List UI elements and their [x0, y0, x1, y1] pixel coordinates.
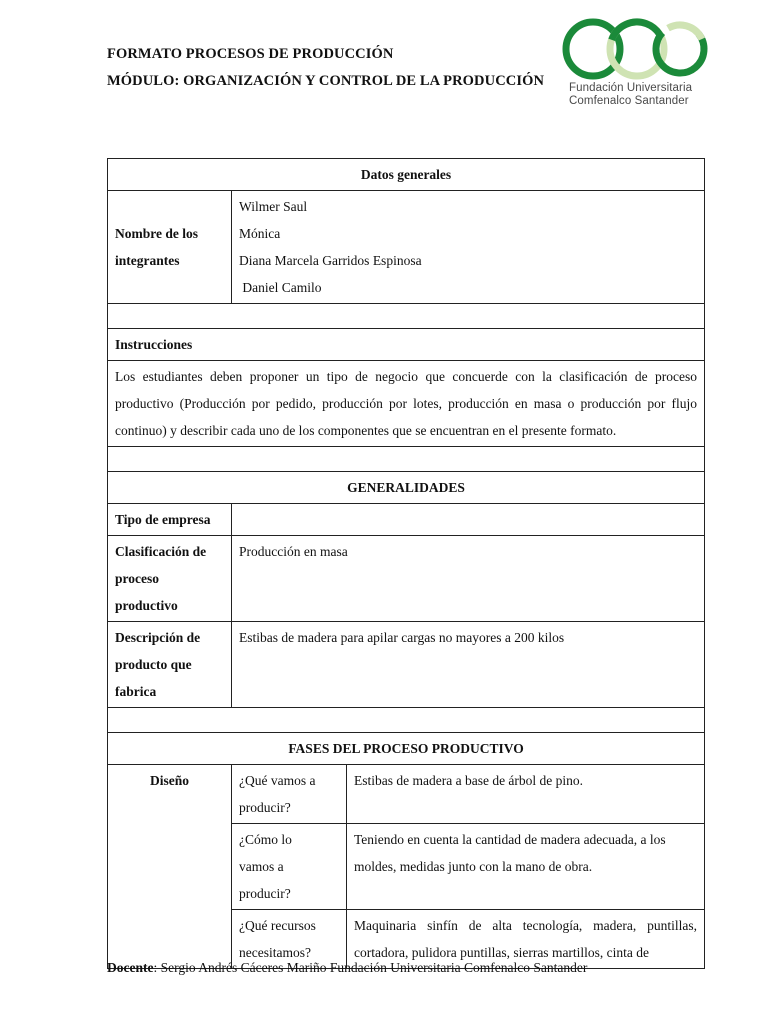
question-line: producir? — [239, 886, 291, 901]
footer — [107, 960, 587, 976]
document-title: FORMATO PROCESOS DE PRODUCCIÓN — [107, 46, 394, 62]
descripcion-label-line-2: producto que — [115, 657, 192, 672]
integrante-name: Wilmer Saul — [239, 199, 308, 214]
footer-text: : Sergio Andrés Cáceres Mariño Fundación Universitaria Comfenalco Santander — [153, 960, 588, 975]
logo-text-line-2: Comfenalco Santander — [569, 95, 689, 107]
clasificacion-label-line-3: productivo — [115, 598, 178, 613]
integrantes-label-line-1: Nombre de los — [115, 226, 198, 241]
integrantes-list — [232, 191, 705, 304]
clasificacion-label — [108, 536, 232, 622]
question-line: producir? — [239, 800, 291, 815]
integrante-name: Daniel Camilo — [239, 280, 322, 295]
answer-que-producir: Estibas de madera a base de árbol de pino. — [347, 765, 705, 824]
module-title: MÓDULO: ORGANIZACIÓN Y CONTROL DE LA PRODUCCIÓN — [107, 73, 545, 89]
logo-circles-icon — [560, 18, 710, 80]
spacer-row — [108, 708, 705, 733]
fases-heading: FASES DEL PROCESO PRODUCTIVO — [108, 733, 705, 765]
instrucciones-text: Los estudiantes deben proponer un tipo de negocio que concuerde con la clasificación de proceso productivo (Producción por pedido, producción por lotes, producción en masa o producción por flujo continuo) y describir cada uno de los componentes que se encuentran en el presente formato. — [108, 361, 705, 447]
integrantes-label-line-2: integrantes — [115, 253, 180, 268]
integrantes-label — [108, 191, 232, 304]
question-line: ¿Qué vamos a — [239, 773, 316, 788]
spacer-row — [108, 304, 705, 329]
question-como-producir — [232, 824, 347, 910]
instrucciones-heading: Instrucciones — [108, 329, 705, 361]
footer-label: Docente — [107, 960, 154, 975]
spacer-row — [108, 447, 705, 472]
logo-text-line-1: Fundación Universitaria — [569, 82, 693, 94]
clasificacion-label-line-1: Clasificación de — [115, 544, 207, 559]
descripcion-value: Estibas de madera para apilar cargas no mayores a 200 kilos — [232, 622, 705, 708]
generalidades-heading: GENERALIDADES — [108, 472, 705, 504]
descripcion-label — [108, 622, 232, 708]
institution-logo — [560, 18, 710, 112]
integrante-name: Diana Marcela Garridos Espinosa — [239, 253, 422, 268]
descripcion-label-line-1: Descripción de — [115, 630, 201, 645]
datos-generales-heading: Datos generales — [108, 159, 705, 191]
tipo-empresa-label: Tipo de empresa — [108, 504, 232, 536]
integrante-name: Mónica — [239, 226, 281, 241]
question-line: ¿Qué recursos — [239, 918, 316, 933]
answer-que-recursos: Maquinaria sinfín de alta tecnología, madera, puntillas, cortadora, pulidora puntillas, sierras martillos, cinta de — [347, 910, 705, 969]
clasificacion-value: Producción en masa — [232, 536, 705, 622]
diseno-label: Diseño — [108, 765, 232, 969]
production-format-table — [107, 158, 705, 969]
question-line: vamos a — [239, 859, 284, 874]
answer-como-producir: Teniendo en cuenta la cantidad de madera adecuada, a los moldes, medidas junto con la mano de obra. — [347, 824, 705, 910]
question-que-producir — [232, 765, 347, 824]
question-line: necesitamos? — [239, 945, 311, 960]
question-line: ¿Cómo lo — [239, 832, 292, 847]
tipo-empresa-value — [232, 504, 705, 536]
clasificacion-label-line-2: proceso — [115, 571, 159, 586]
descripcion-label-line-3: fabrica — [115, 684, 157, 699]
